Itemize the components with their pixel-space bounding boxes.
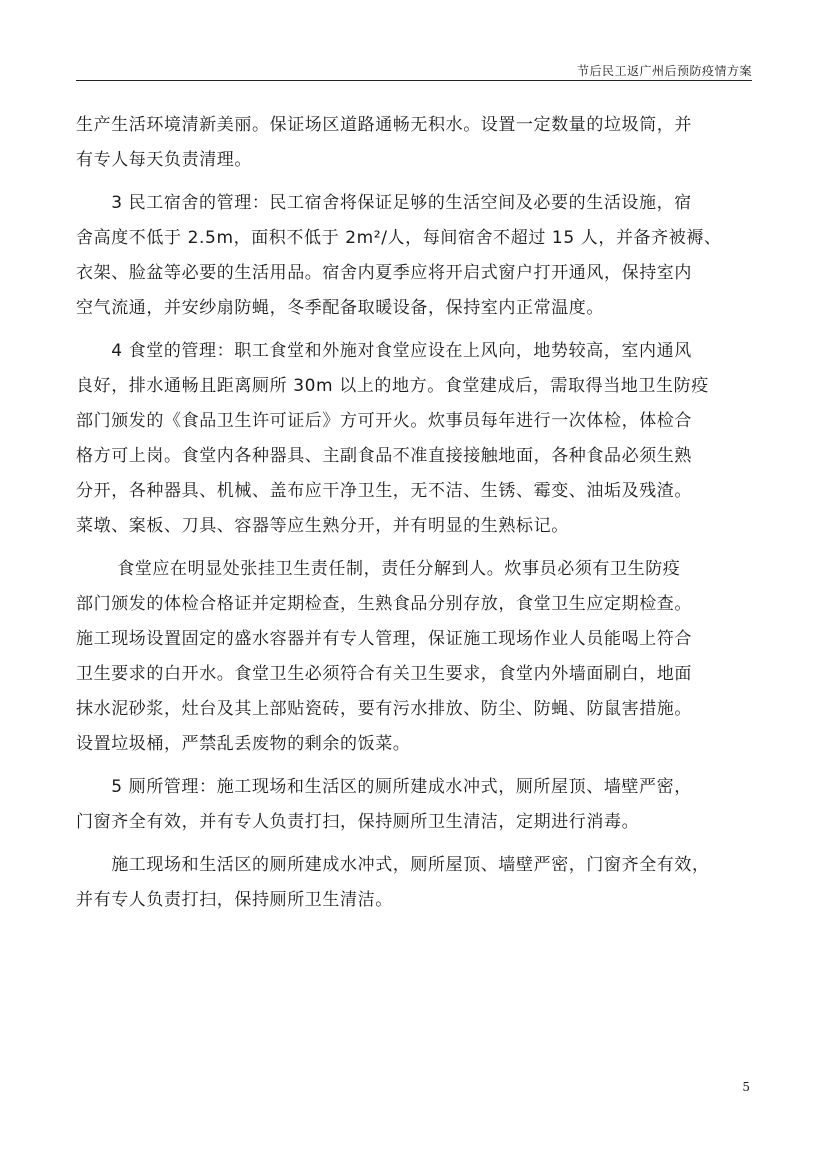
text-line: 部门颁发的《食品卫生许可证后》方可开火。炊事员每年进行一次体检，体检合 <box>76 411 692 431</box>
paragraph-toilet <box>76 770 752 840</box>
text-line: 门窗齐全有效，并有专人负责打扫，保持厕所卫生清洁，定期进行消毒。 <box>76 812 640 832</box>
page-number: 5 <box>742 1080 750 1094</box>
text-line: 衣架、脸盆等必要的生活用品。宿舍内夏季应将开启式窗户打开通风，保持室内 <box>76 263 692 283</box>
text-line: 5 厕所管理：施工现场和生活区的厕所建成水冲式，厕所屋顶、墙壁严密， <box>76 777 692 797</box>
header-title: 节后民工返广州后预防疫情方案 <box>576 64 752 78</box>
text-line: 设置垃圾桶，严禁乱丢废物的剩余的饭菜。 <box>76 734 411 754</box>
text-line: 分开，各种器具、机械、盖布应干净卫生，无不洁、生锈、霉变、油垢及残渣。 <box>76 481 692 501</box>
page-header <box>76 58 752 81</box>
text-line: 3 民工宿舍的管理：民工宿舍将保证足够的生活空间及必要的生活设施，宿 <box>76 193 692 213</box>
paragraph-environment <box>76 108 752 178</box>
text-line: 部门颁发的体检合格证并定期检查，生熟食品分别存放，食堂卫生应定期检查。 <box>76 594 692 614</box>
text-line: 抹水泥砂浆，灶台及其上部贴瓷砖，要有污水排放、防尘、防蝇、防鼠害措施。 <box>76 699 692 719</box>
text-line: 有专人每天负责清理。 <box>76 150 252 170</box>
text-line: 并有专人负责打扫，保持厕所卫生清洁。 <box>76 890 393 910</box>
text-line: 菜墩、案板、刀具、容器等应生熟分开，并有明显的生熟标记。 <box>76 516 569 536</box>
paragraph-dormitory <box>76 186 752 326</box>
text-line: 舍高度不低于 2.5m，面积不低于 2m²/人，每间宿舍不超过 15 人，并备齐被褥、 <box>76 228 722 248</box>
text-line: 格方可上岗。食堂内各种器具、主副食品不准直接接触地面，各种食品必须生熟 <box>76 446 692 466</box>
text-line: 施工现场和生活区的厕所建成水冲式，厕所屋顶、墙壁严密，门窗齐全有效， <box>76 855 710 875</box>
text-line: 良好，排水通畅且距离厕所 30m 以上的地方。食堂建成后，需取得当地卫生防疫 <box>76 376 709 396</box>
text-line: 4 食堂的管理：职工食堂和外施对食堂应设在上风向，地势较高，室内通风 <box>76 341 692 361</box>
text-line: 生产生活环境清新美丽。保证场区道路通畅无积水。设置一定数量的垃圾筒，并 <box>76 115 692 135</box>
text-line: 施工现场设置固定的盛水容器并有专人管理，保证施工现场作业人员能喝上符合 <box>76 629 692 649</box>
document-body <box>76 108 752 918</box>
paragraph-canteen-hygiene <box>76 552 752 762</box>
text-line: 卫生要求的白开水。食堂卫生必须符合有关卫生要求，食堂内外墙面刷白，地面 <box>76 664 692 684</box>
paragraph-toilet-repeat <box>76 848 752 918</box>
text-line: 食堂应在明显处张挂卫生责任制，责任分解到人。炊事员必须有卫生防疫 <box>76 559 681 579</box>
text-line: 空气流通，并安纱扇防蝇，冬季配备取暖设备，保持室内正常温度。 <box>76 298 604 318</box>
paragraph-canteen <box>76 334 752 544</box>
